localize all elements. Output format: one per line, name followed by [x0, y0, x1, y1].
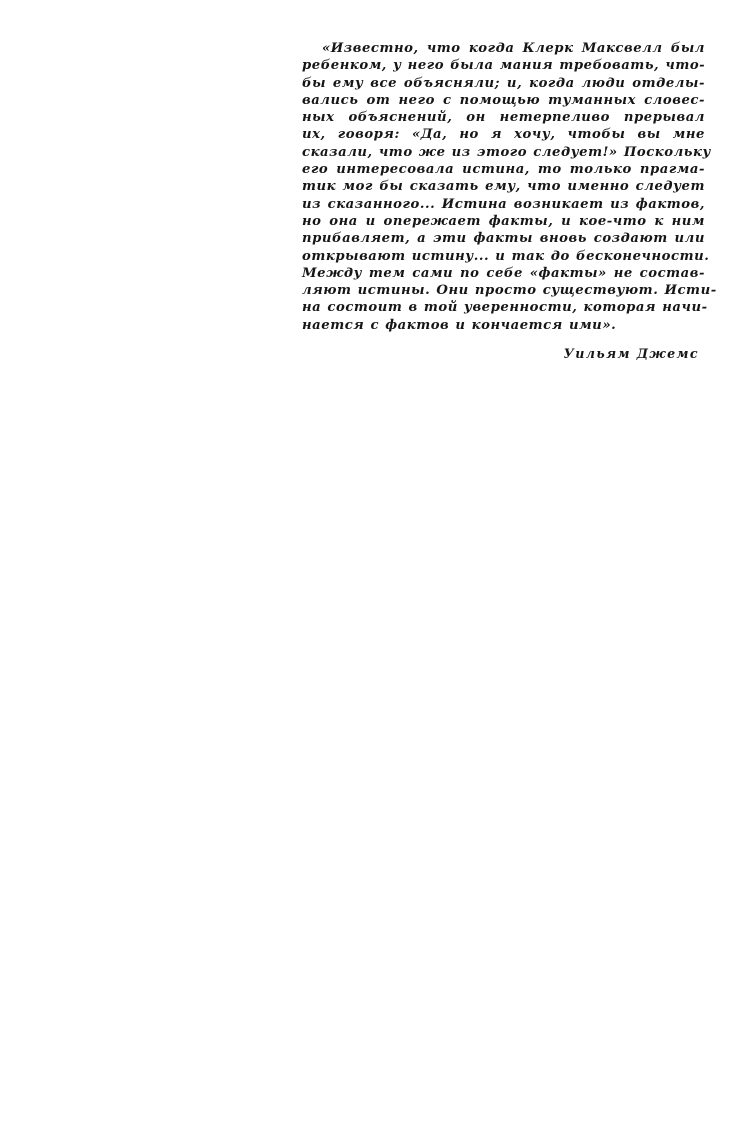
quote-line: Между тем сами по себе «факты» не состав-	[302, 265, 705, 281]
quote-line: сказали, что же из этого следует!» Поскольку	[302, 144, 711, 160]
quote-line: прибавляет, а эти факты вновь создают или	[302, 231, 705, 247]
epigraph-author: Уильям Джемс	[563, 346, 699, 362]
quote-line: тик мог бы сказать ему, что именно следует	[302, 179, 705, 195]
quote-line: ребенком, у него была мания требовать, что-	[302, 58, 706, 74]
epigraph	[302, 40, 717, 362]
quote-line: нается с фактов и кончается ими».	[302, 317, 617, 333]
quote-line: на состоит в той уверенности, которая начи-	[302, 300, 708, 316]
quote-line: ных объяснений, он нетерпеливо прерывал	[302, 110, 705, 126]
quote-line: его интересовала истина, то только прагма-	[302, 162, 705, 178]
quote-line: бы ему все объясняли; и, когда люди отделы-	[302, 75, 705, 91]
quote-line: но она и опережает факты, и кое-что к ним	[302, 213, 705, 229]
quote-line: «Известно, что когда Клерк Максвелл был	[322, 41, 705, 56]
quote-line: из сказанного... Истина возникает из фактов,	[302, 196, 705, 212]
quote-line: ляют истины. Они просто существуют. Исти-	[302, 283, 717, 299]
quote-line: открывают истину... и так до бесконечности.	[302, 248, 710, 264]
quote-line: вались от него с помощью туманных словес-	[302, 92, 705, 108]
quote-line: их, говоря: «Да, но я хочу, чтобы вы мне	[302, 127, 705, 143]
epigraph-quote	[302, 40, 717, 334]
